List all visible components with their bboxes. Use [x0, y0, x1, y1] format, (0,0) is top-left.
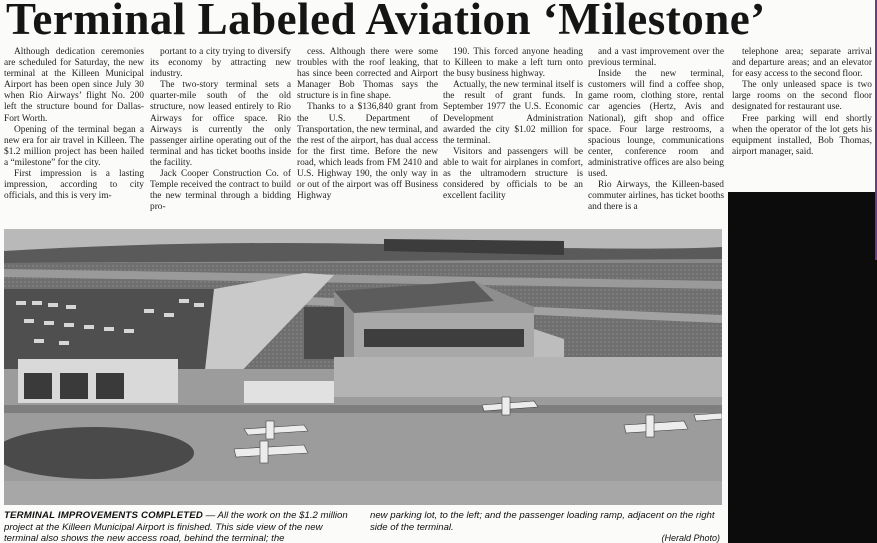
article-paragraph: Opening of the terminal began a new era for air travel in Killeen. The $1.2 million project has been hailed a “milestone” for the city. — [4, 124, 144, 168]
article-paragraph: and a vast improvement over the previous terminal. — [588, 47, 724, 69]
article-paragraph: The two-story terminal sets a quarter-mile south of the old structure, now leased entirely to Rio Airways for office space. Rio Airways is currently the only passenger airline operating out of the terminal and has ticket booths inside the facility. — [150, 80, 291, 168]
caption-lead: TERMINAL IMPROVEMENTS COMPLETED — [4, 510, 203, 521]
caption-left — [4, 510, 356, 543]
caption-right-text: new parking lot, to the left; and the passenger loading ramp, adjacent on the right side of the terminal. — [370, 510, 715, 533]
photo-caption — [4, 510, 722, 543]
article-paragraph: The only unleased space is two large rooms on the second floor designated for restaurant use. — [732, 80, 872, 113]
airport-aerial-image — [4, 229, 722, 505]
photo-credit: (Herald Photo) — [661, 533, 720, 543]
article-paragraph: cess. Although there were some troubles with the roof leaking, that has since been corrected and Airport Manager Bob Thomas says the structure is in fine shape. — [297, 47, 438, 102]
article-column-3 — [297, 47, 438, 229]
article-paragraph: 190. This forced anyone heading to Killeen to make a left turn onto the busy business highway. — [443, 47, 583, 80]
article-paragraph: Jack Cooper Construction Co. of Temple received the contract to build the new terminal through a bidding pro- — [150, 169, 291, 213]
article-paragraph: Inside the new terminal, customers will find a coffee shop, game room, clothing store, rental car agencies (Hertz, Avis and National), gift shop and office space. Four large restrooms, a spacious lounge, communications center, conference room and administrative offices are also being used. — [588, 69, 724, 180]
headline: Terminal Labeled Aviation ‘Milestone’ — [6, 0, 766, 44]
article-paragraph: First impression is a lasting impression, according to city officials, and this is very im- — [4, 169, 144, 202]
article-column-1 — [4, 47, 144, 229]
article-paragraph: Although dedication ceremonies are scheduled for Saturday, the new terminal at the Killeen Municipal Airport has been open since July 30 when Rio Airways’ flight No. 200 left the structure bound for Dallas-Fort Worth. — [4, 47, 144, 124]
caption-left-text: — All the work on the $1.2 million project at the Killeen Municipal Airport is finished. This side view of the new terminal also shows the new access road, behind the terminal; the — [4, 510, 348, 543]
article-paragraph: Visitors and passengers will be able to wait for airplanes in comfort, as the ultramodern structure is considered by officials to be an excellent facility — [443, 146, 583, 202]
article-paragraph: portant to a city trying to diversify its economy by attracting new industry. — [150, 47, 291, 80]
article-paragraph: Actually, the new terminal itself is the result of grant funds. In September 1977 the U.S. Economic Development Administration awarded the city $1.02 million for the terminal. — [443, 80, 583, 146]
airport-terminal-photo — [4, 229, 722, 505]
black-margin-block — [728, 192, 877, 543]
article-column-5 — [588, 47, 724, 229]
article-column-4 — [443, 47, 583, 229]
article-paragraph: Thanks to a $136,840 grant from the U.S. Department of Transportation, the new terminal, and the rest of the airport, has dual access for the first time. Before the new road, which leads from FM 2410 and U.S. Highway 190, the only way in or out of the airport was off Business Highway — [297, 102, 438, 202]
article-column-2 — [150, 47, 291, 229]
article-paragraph: Free parking will end shortly when the operator of the lot gets his equipment installed, Bob Thomas, airport manager, said. — [732, 113, 872, 157]
caption-right — [370, 510, 722, 533]
article-paragraph: telephone area; separate arrival and departure areas; and an elevator for easy access to the second floor. — [732, 47, 872, 80]
article-paragraph: Rio Airways, the Killeen-based commuter airlines, has ticket booths and there is a — [588, 180, 724, 213]
